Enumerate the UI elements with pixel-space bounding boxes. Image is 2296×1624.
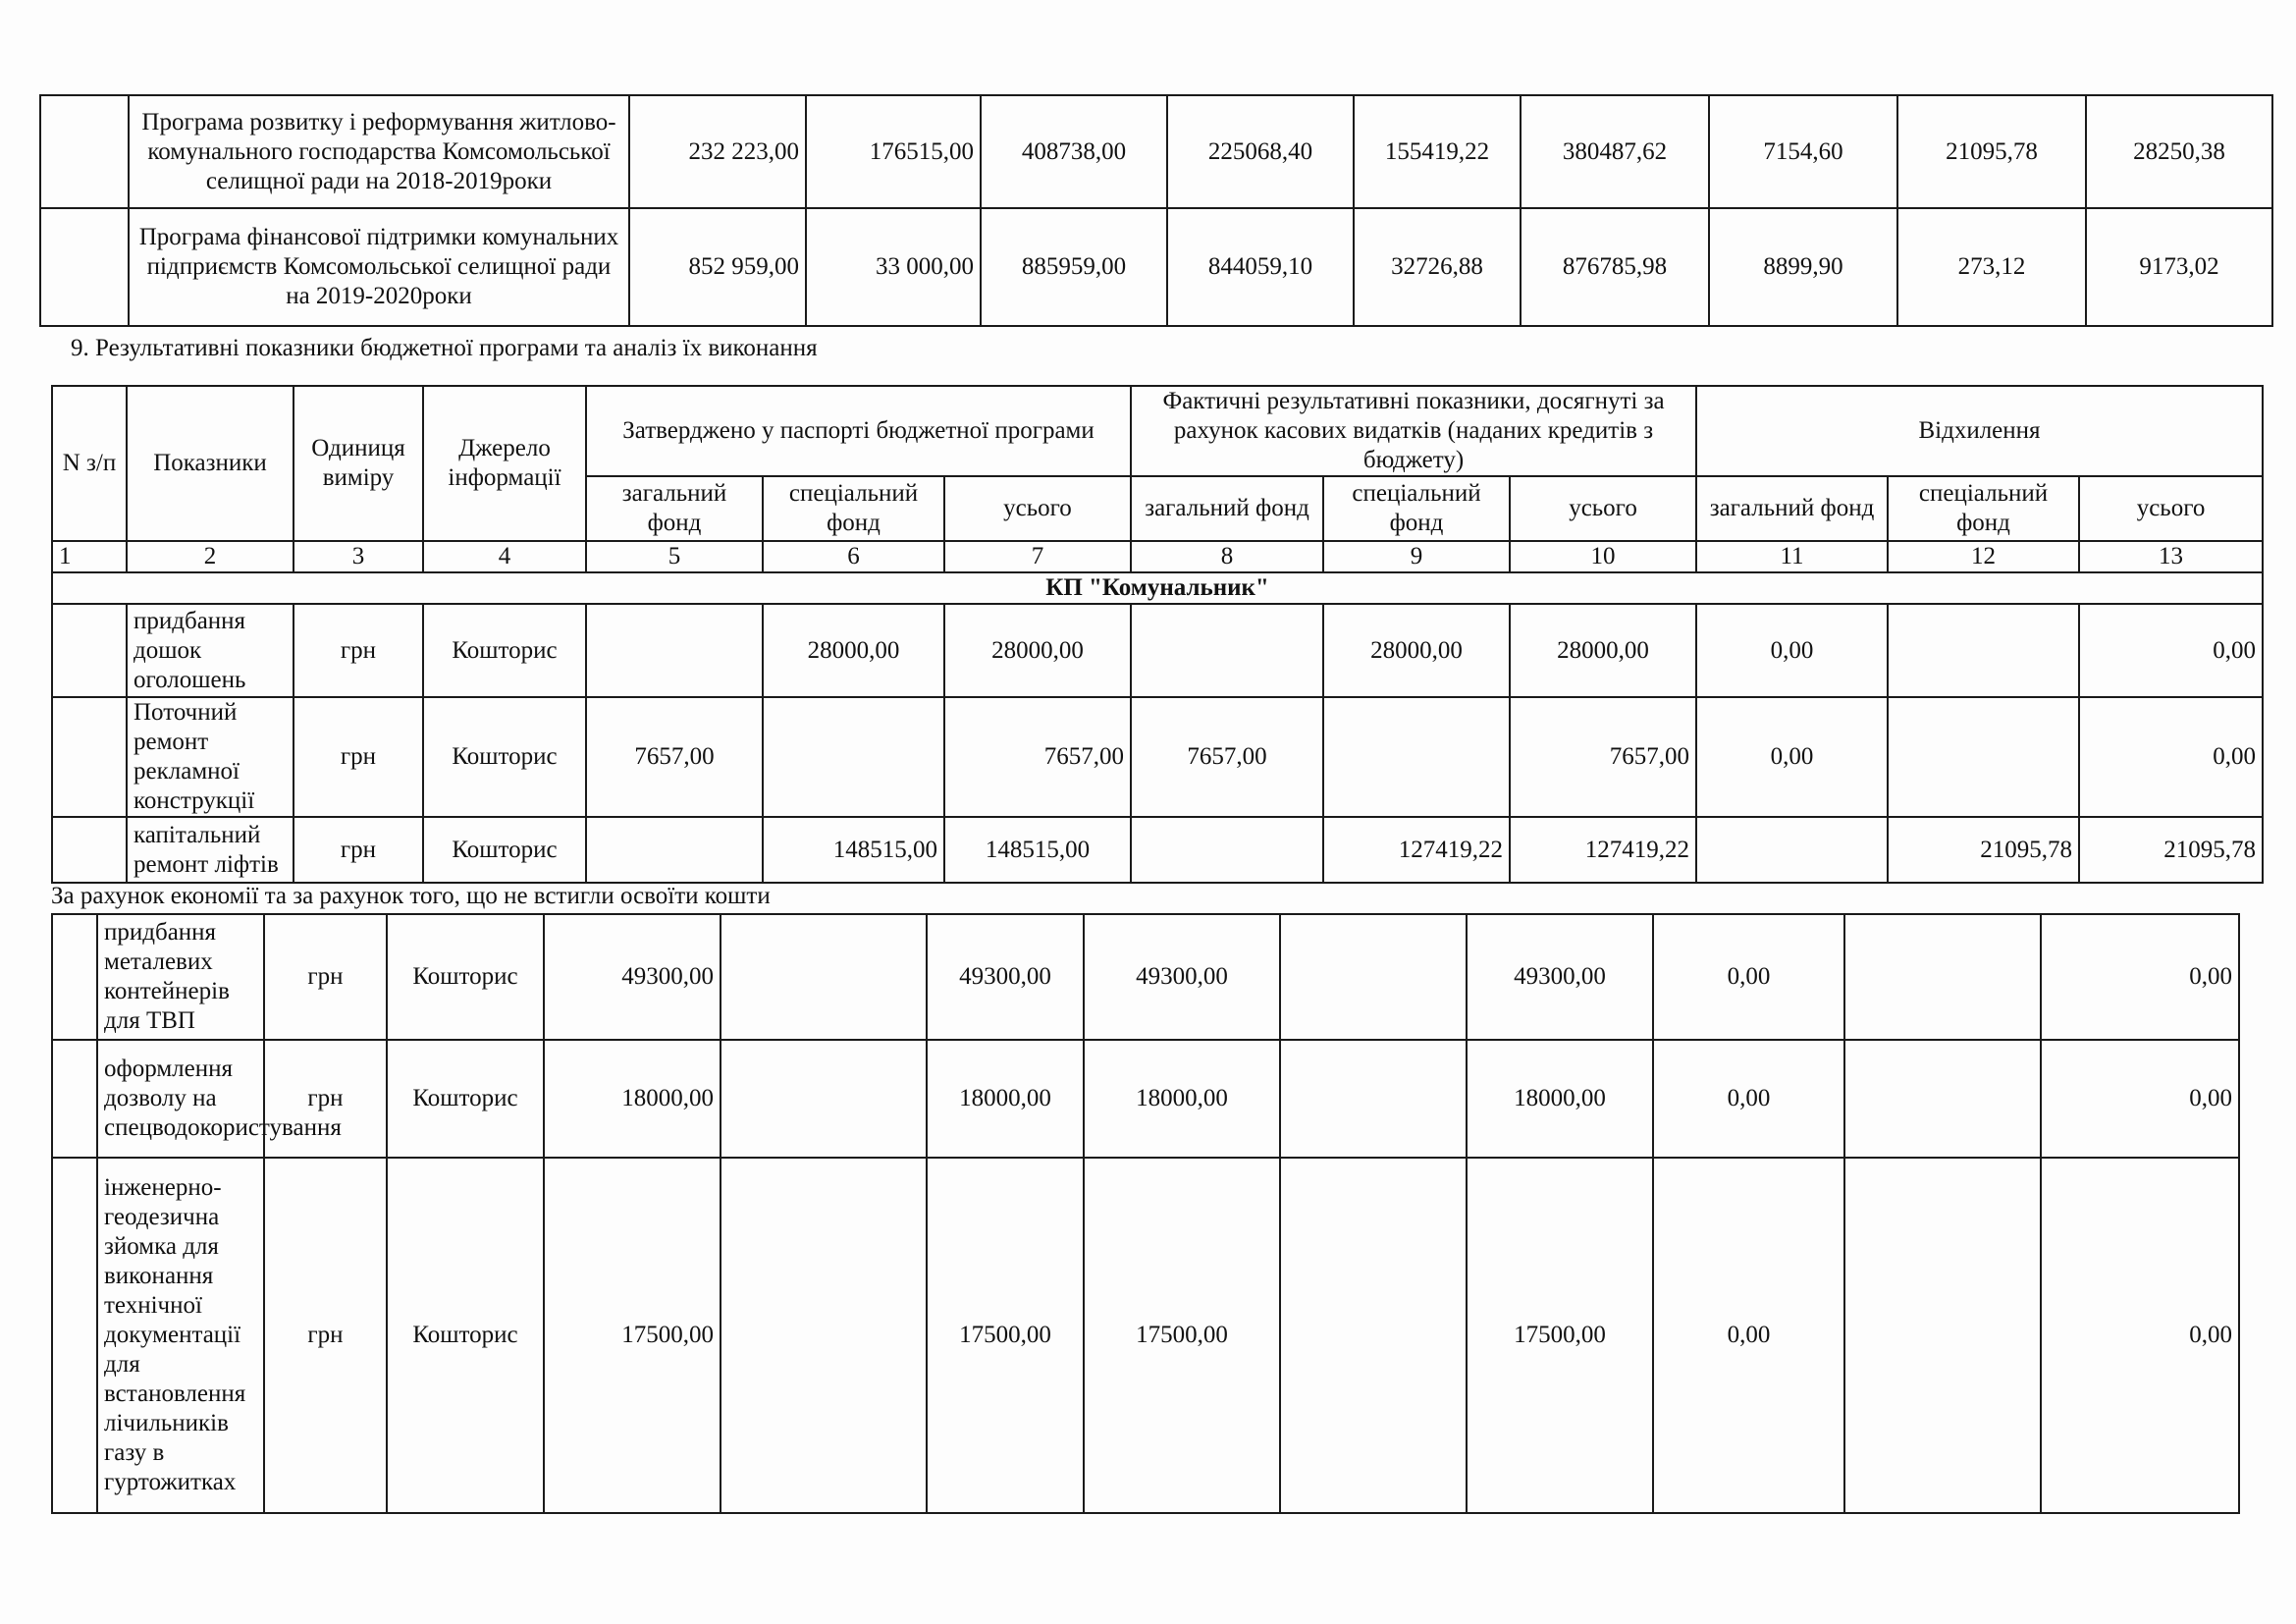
value-cell: 17500,00 — [927, 1158, 1084, 1513]
unit-cell: грн — [264, 914, 387, 1040]
row-number-cell — [52, 817, 127, 883]
value-cell: 176515,00 — [806, 95, 981, 208]
col-number: 3 — [294, 541, 423, 572]
value-cell: 155419,22 — [1354, 95, 1521, 208]
row-number-cell — [52, 914, 97, 1040]
value-cell: 0,00 — [2079, 604, 2263, 697]
header-indicators: Показники — [127, 386, 294, 541]
value-cell: 0,00 — [1696, 697, 1888, 817]
value-cell — [1844, 914, 2041, 1040]
value-cell: 21095,78 — [1888, 817, 2079, 883]
value-cell: 17500,00 — [1084, 1158, 1280, 1513]
value-cell: 28000,00 — [763, 604, 944, 697]
source-cell: Кошторис — [423, 817, 586, 883]
indicator-row — [52, 914, 2239, 1040]
indicators-table — [51, 385, 2264, 884]
subheader-cell: усього — [944, 476, 1131, 541]
value-cell — [763, 697, 944, 817]
value-cell — [1280, 1158, 1467, 1513]
subheader-cell: спеціальний фонд — [1323, 476, 1510, 541]
value-cell — [1888, 604, 2079, 697]
value-cell: 21095,78 — [2079, 817, 2263, 883]
value-cell: 148515,00 — [944, 817, 1131, 883]
value-cell: 33 000,00 — [806, 208, 981, 326]
value-cell: 28000,00 — [1510, 604, 1696, 697]
value-cell: 8899,90 — [1709, 208, 1897, 326]
subheader-cell: спеціальний фонд — [763, 476, 944, 541]
header-actual: Фактичні результативні показники, досягнуті за рахунок касових видатків (наданих кредитів з бюджету) — [1131, 386, 1696, 476]
col-number: 13 — [2079, 541, 2263, 572]
value-cell: 7657,00 — [586, 697, 763, 817]
value-cell: 49300,00 — [544, 914, 721, 1040]
indicator-row — [52, 604, 2263, 697]
header-deviation: Відхилення — [1696, 386, 2263, 476]
source-cell: Кошторис — [387, 914, 544, 1040]
value-cell: 0,00 — [2041, 1158, 2239, 1513]
value-cell — [1844, 1040, 2041, 1158]
value-cell: 17500,00 — [544, 1158, 721, 1513]
row-number-cell — [52, 604, 127, 697]
col-number: 6 — [763, 541, 944, 572]
indicator-row — [52, 697, 2263, 817]
value-cell — [586, 604, 763, 697]
value-cell — [1888, 697, 2079, 817]
indicator-name: придбання металевих контейнерів для ТВП — [97, 914, 264, 1040]
value-cell: 273,12 — [1897, 208, 2086, 326]
value-cell: 127419,22 — [1323, 817, 1510, 883]
group-title-row — [52, 572, 2263, 604]
source-cell: Кошторис — [423, 697, 586, 817]
indicator-row — [52, 1158, 2239, 1513]
row-number-cell — [52, 1158, 97, 1513]
value-cell: 49300,00 — [1084, 914, 1280, 1040]
header-num: N з/п — [52, 386, 127, 541]
value-cell — [1696, 817, 1888, 883]
indicator-name: Поточний ремонт рекламної конструкції — [127, 697, 294, 817]
value-cell: 28000,00 — [1323, 604, 1510, 697]
value-cell — [1323, 697, 1510, 817]
header-approved: Затверджено у паспорті бюджетної програми — [586, 386, 1131, 476]
value-cell — [721, 1158, 927, 1513]
value-cell: 7657,00 — [1510, 697, 1696, 817]
value-cell: 21095,78 — [1897, 95, 2086, 208]
col-number: 9 — [1323, 541, 1510, 572]
value-cell: 17500,00 — [1467, 1158, 1653, 1513]
value-cell: 0,00 — [2041, 914, 2239, 1040]
subheader-cell: загальний фонд — [1131, 476, 1323, 541]
header-unit: Одиниця виміру — [294, 386, 423, 541]
col-number: 7 — [944, 541, 1131, 572]
source-cell: Кошторис — [387, 1158, 544, 1513]
group-title: КП "Комунальник" — [52, 572, 2263, 604]
indicator-name: інженерно-геодезична зйомка для виконання технічної документації для встановлення лічильників газу в гуртожитках — [97, 1158, 264, 1513]
economy-table — [51, 913, 2240, 1514]
value-cell — [1280, 1040, 1467, 1158]
value-cell: 225068,40 — [1167, 95, 1354, 208]
header-row — [52, 386, 2263, 476]
value-cell: 844059,10 — [1167, 208, 1354, 326]
value-cell: 7657,00 — [944, 697, 1131, 817]
indicator-row — [52, 1040, 2239, 1158]
value-cell — [1844, 1158, 2041, 1513]
header-source: Джерело інформації — [423, 386, 586, 541]
column-numbers-row — [52, 541, 2263, 572]
value-cell: 0,00 — [1696, 604, 1888, 697]
value-cell — [1131, 817, 1323, 883]
row-number-cell — [52, 1040, 97, 1158]
value-cell — [586, 817, 763, 883]
col-number: 10 — [1510, 541, 1696, 572]
row-number-cell — [40, 208, 129, 326]
value-cell: 127419,22 — [1510, 817, 1696, 883]
col-number: 5 — [586, 541, 763, 572]
program-row — [40, 208, 2272, 326]
unit-cell: грн — [294, 604, 423, 697]
value-cell: 9173,02 — [2086, 208, 2272, 326]
unit-cell: грн — [264, 1040, 387, 1158]
col-number: 12 — [1888, 541, 2079, 572]
value-cell: 18000,00 — [927, 1040, 1084, 1158]
source-cell: Кошторис — [387, 1040, 544, 1158]
col-number: 2 — [127, 541, 294, 572]
subheader-cell: усього — [2079, 476, 2263, 541]
row-number-cell — [40, 95, 129, 208]
value-cell: 0,00 — [1653, 1040, 1844, 1158]
value-cell: 28250,38 — [2086, 95, 2272, 208]
value-cell: 18000,00 — [544, 1040, 721, 1158]
value-cell: 18000,00 — [1467, 1040, 1653, 1158]
unit-cell: грн — [264, 1158, 387, 1513]
value-cell: 7657,00 — [1131, 697, 1323, 817]
col-number: 1 — [52, 541, 127, 572]
source-cell: Кошторис — [423, 604, 586, 697]
indicator-name: капітальний ремонт ліфтів — [127, 817, 294, 883]
value-cell: 0,00 — [1653, 914, 1844, 1040]
col-number: 11 — [1696, 541, 1888, 572]
col-number: 8 — [1131, 541, 1323, 572]
value-cell — [1131, 604, 1323, 697]
value-cell: 0,00 — [1653, 1158, 1844, 1513]
subheader-cell: усього — [1510, 476, 1696, 541]
value-cell: 380487,62 — [1521, 95, 1709, 208]
value-cell: 28000,00 — [944, 604, 1131, 697]
value-cell: 0,00 — [2079, 697, 2263, 817]
program-name: Програма розвитку і реформування житлово-комунального господарства Комсомольської селищної ради на 2018-2019роки — [129, 95, 629, 208]
indicator-row — [52, 817, 2263, 883]
section-title: 9. Результативні показники бюджетної програми та аналіз їх виконання — [71, 335, 818, 361]
unit-cell: грн — [294, 697, 423, 817]
value-cell — [721, 1040, 927, 1158]
indicator-name: оформлення дозволу на спецводокористування — [97, 1040, 264, 1158]
value-cell: 49300,00 — [927, 914, 1084, 1040]
col-number: 4 — [423, 541, 586, 572]
value-cell: 885959,00 — [981, 208, 1167, 326]
economy-note: За рахунок економії та за рахунок того, що не встигли освоїти кошти — [51, 883, 771, 909]
value-cell: 0,00 — [2041, 1040, 2239, 1158]
value-cell: 232 223,00 — [629, 95, 806, 208]
value-cell: 852 959,00 — [629, 208, 806, 326]
subheader-cell: загальний фонд — [586, 476, 763, 541]
unit-cell: грн — [294, 817, 423, 883]
subheader-cell: спеціальний фонд — [1888, 476, 2079, 541]
value-cell: 408738,00 — [981, 95, 1167, 208]
value-cell — [1280, 914, 1467, 1040]
program-name: Програма фінансової підтримки комунальних підприємств Комсомольської селищної ради на 2019-2020роки — [129, 208, 629, 326]
value-cell: 49300,00 — [1467, 914, 1653, 1040]
value-cell — [721, 914, 927, 1040]
value-cell: 18000,00 — [1084, 1040, 1280, 1158]
row-number-cell — [52, 697, 127, 817]
indicator-name: придбання дошок оголошень — [127, 604, 294, 697]
value-cell: 7154,60 — [1709, 95, 1897, 208]
programs-table — [39, 94, 2273, 327]
subheader-cell: загальний фонд — [1696, 476, 1888, 541]
value-cell: 32726,88 — [1354, 208, 1521, 326]
value-cell: 876785,98 — [1521, 208, 1709, 326]
value-cell: 148515,00 — [763, 817, 944, 883]
program-row — [40, 95, 2272, 208]
